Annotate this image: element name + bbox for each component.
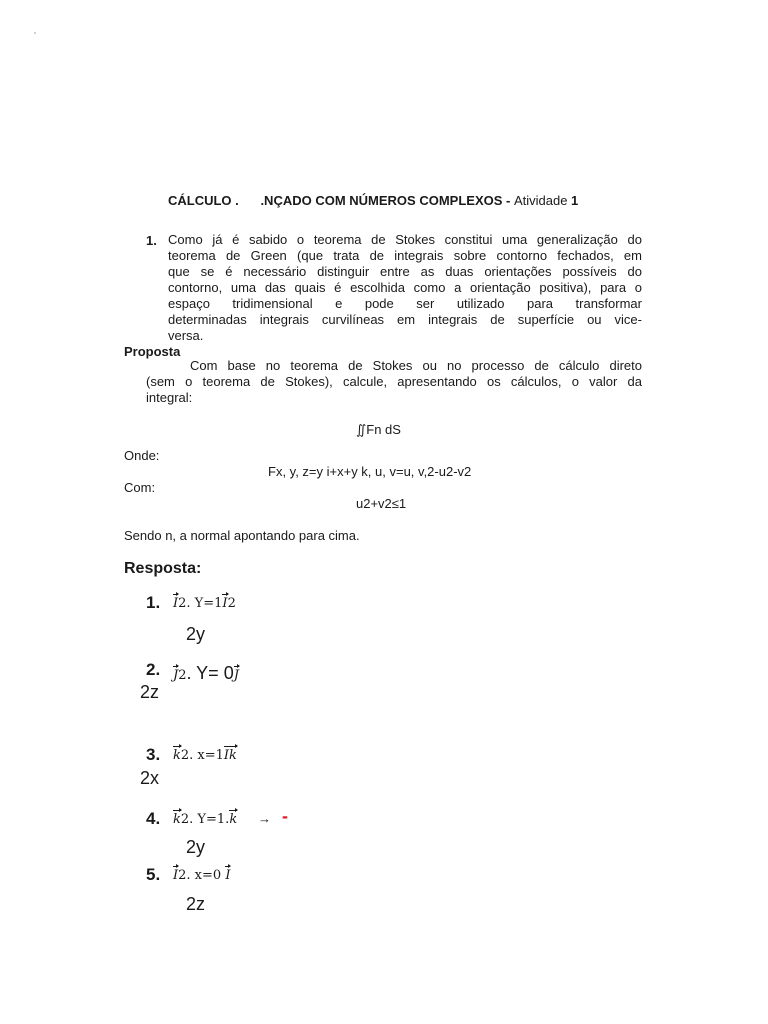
onde-label: Onde: bbox=[124, 448, 160, 463]
title-bold: CÁLCULO . .NÇADO COM NÚMEROS COMPLEXOS - bbox=[168, 193, 514, 208]
proposta-line: (sem o teorema de Stokes), calcule, apresentando os cálculos, o valor da bbox=[146, 374, 642, 389]
vector-i-symbol: I bbox=[225, 868, 231, 883]
answer-number: 3. bbox=[146, 745, 161, 764]
question-text bbox=[168, 232, 642, 344]
answer-number: 2. bbox=[146, 660, 161, 679]
proposta-line: Com base no teorema de Stokes ou no processo de cálculo direto bbox=[190, 358, 642, 373]
expr-tail: 2 bbox=[227, 596, 236, 611]
answer-number: 5. bbox=[146, 865, 161, 884]
expr-text: 2 bbox=[178, 668, 187, 683]
vector-field: Fx, y, z=y i+x+y k, u, v=u, v,2-u2-v2 bbox=[268, 464, 472, 479]
question-line: espaço tridimensional e pode ser utilizado para transformar bbox=[168, 296, 642, 311]
answer-expression bbox=[173, 663, 239, 684]
expr-text: 2. x=1 bbox=[180, 748, 224, 763]
vector-k-symbol: k bbox=[173, 812, 181, 827]
vector-j-symbol: J bbox=[233, 668, 239, 683]
answer-expression bbox=[173, 868, 230, 883]
proposta-text bbox=[146, 358, 642, 406]
expr-text: 2. x=0 bbox=[178, 868, 222, 883]
answer-expression bbox=[173, 748, 237, 763]
vector-j-symbol: J bbox=[173, 668, 179, 683]
answer-expression bbox=[173, 596, 236, 611]
document-title bbox=[168, 193, 578, 208]
question-number: 1. bbox=[146, 233, 157, 248]
vector-ik-symbol: Ik bbox=[223, 748, 237, 763]
scan-speck bbox=[34, 32, 36, 34]
proposta-line: integral: bbox=[146, 390, 193, 405]
answer-number: 1. bbox=[146, 593, 161, 612]
proposta-heading: Proposta bbox=[124, 344, 181, 359]
arrow-icon: → bbox=[258, 811, 271, 826]
vector-k-symbol: k bbox=[229, 812, 238, 827]
answer-subresult: 2x bbox=[140, 768, 160, 788]
red-minus-sign: - bbox=[282, 806, 288, 826]
activity-label: Atividade bbox=[513, 193, 572, 208]
vector-i-symbol: I bbox=[222, 596, 228, 611]
domain-condition: u2+v2≤1 bbox=[356, 496, 407, 511]
expr-extra: . Y= 0 bbox=[186, 663, 234, 683]
expr-text: 2. Y=1 bbox=[178, 596, 223, 611]
resposta-heading: Resposta: bbox=[124, 560, 202, 577]
activity-number: 1 bbox=[571, 193, 579, 208]
question-line: que se é necessário distinguir entre as duas orientações possíveis do bbox=[168, 264, 642, 279]
normal-note: Sendo n, a normal apontando para cima. bbox=[124, 528, 360, 543]
answer-subresult: 2y bbox=[186, 624, 206, 644]
answer-subresult: 2y bbox=[186, 837, 206, 857]
answer-expression bbox=[173, 812, 237, 827]
question-line: teorema de Green (que trata de integrais sobre contorno fechados, em bbox=[168, 248, 642, 263]
answer-subresult: 2z bbox=[186, 894, 206, 914]
integral-expression: ∬Fn dS bbox=[356, 422, 401, 437]
question-line: Como já é sabido o teorema de Stokes constitui uma generalização do bbox=[168, 232, 642, 247]
vector-i-symbol: I bbox=[173, 596, 179, 611]
com-label: Com: bbox=[124, 480, 156, 495]
expr-text: 2. Y=1. bbox=[180, 812, 230, 827]
question-line: contorno, uma das quais é escolhida como a orientação positiva), para o bbox=[168, 280, 642, 295]
question-line: determinadas integrais curvilíneas em integrais de superfície ou vice- bbox=[168, 312, 642, 327]
vector-i-symbol: I bbox=[173, 868, 179, 883]
answer-subresult: 2z bbox=[140, 682, 160, 702]
question-line: versa. bbox=[168, 328, 204, 343]
answer-number: 4. bbox=[146, 809, 161, 828]
vector-k-symbol: k bbox=[173, 748, 181, 763]
